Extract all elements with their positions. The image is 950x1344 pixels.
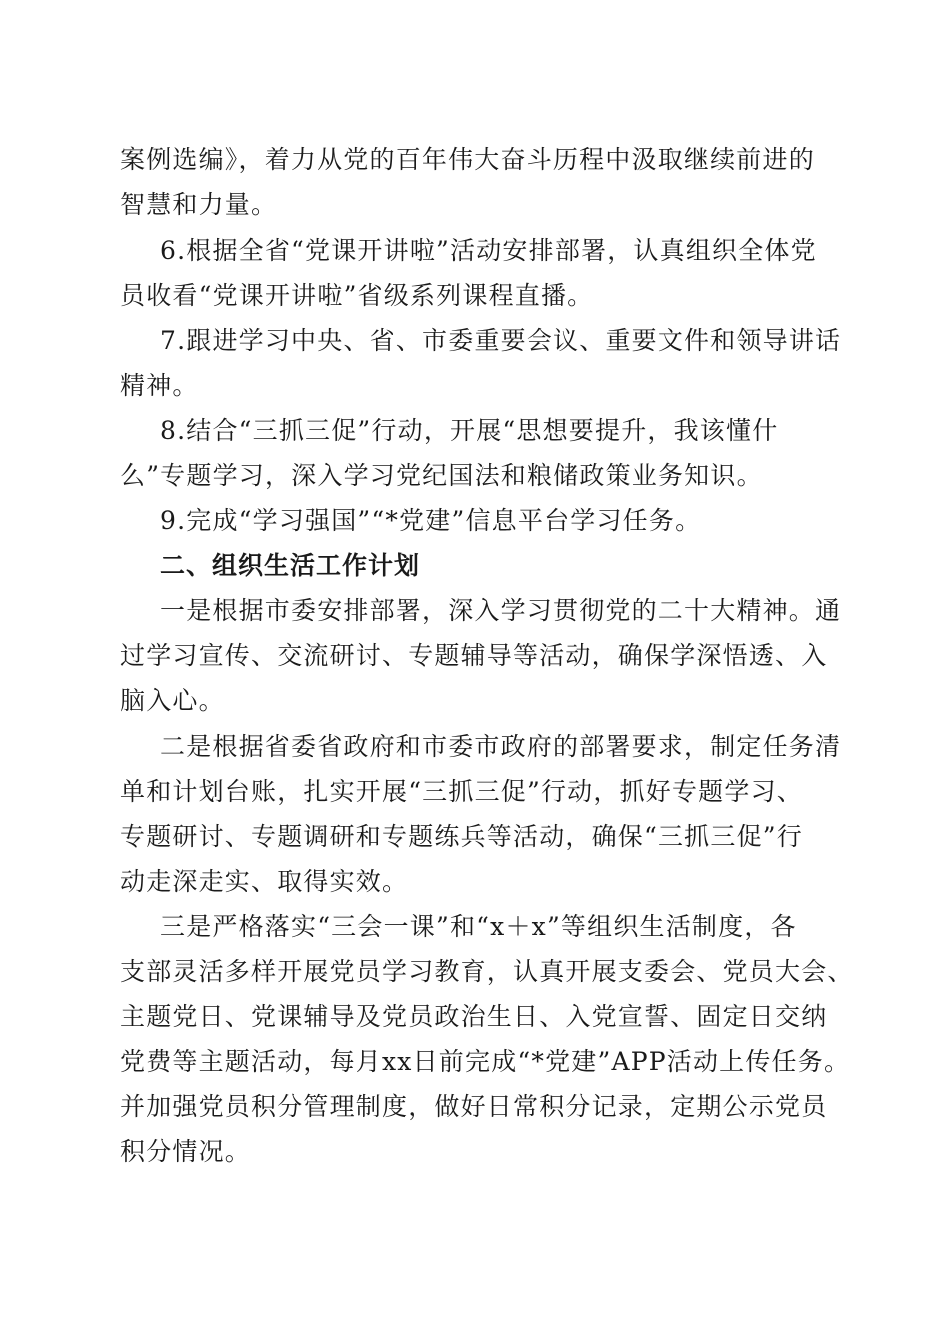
list-item-8-line-1: 8.结合“三抓三促”行动，开展“思想要提升，我该懂什 <box>160 416 779 445</box>
list-item-6-line-1: 6.根据全省“党课开讲啦”活动安排部署，认真组织全体党 <box>160 236 817 265</box>
list-item-6-line-2: 员收看“党课开讲啦”省级系列课程直播。 <box>120 281 594 310</box>
text-line: 智慧和力量。 <box>120 190 278 219</box>
paragraph-3-line-4: 党费等主题活动，每月xx日前完成“*党建”APP活动上传任务。 <box>120 1047 851 1076</box>
list-item-7-line-2: 精神。 <box>120 371 199 400</box>
text-line: 案例选编》，着力从党的百年伟大奋斗历程中汲取继续前进的 <box>120 145 815 174</box>
paragraph-3-line-6: 积分情况。 <box>120 1137 252 1166</box>
paragraph-3-line-5: 并加强党员积分管理制度，做好日常积分记录，定期公示党员 <box>120 1092 828 1121</box>
paragraph-1-line-3: 脑入心。 <box>120 686 225 715</box>
paragraph-1-line-1: 一是根据市委安排部署，深入学习贯彻党的二十大精神。通 <box>160 596 842 625</box>
section-heading: 二、组织生活工作计划 <box>160 551 421 580</box>
paragraph-3-line-2: 支部灵活多样开展党员学习教育，认真开展支委会、党员大会、 <box>120 957 854 986</box>
paragraph-2-line-3: 专题研讨、专题调研和专题练兵等活动，确保“三抓三促”行 <box>120 822 803 851</box>
paragraph-2-line-2: 单和计划台账，扎实开展“三抓三促”行动，抓好专题学习、 <box>120 777 803 806</box>
paragraph-2-line-4: 动走深走实、取得实效。 <box>120 867 409 896</box>
list-item-7-line-1: 7.跟进学习中央、省、市委重要会议、重要文件和领导讲话 <box>160 326 842 355</box>
list-item-8-line-2: 么”专题学习，深入学习党纪国法和粮储政策业务知识。 <box>120 461 763 490</box>
list-item-9-line-1: 9.完成“学习强国”“*党建”信息平台学习任务。 <box>160 506 702 535</box>
paragraph-1-line-2: 过学习宣传、交流研讨、专题辅导等活动，确保学深悟透、入 <box>120 641 828 670</box>
paragraph-2-line-1: 二是根据省委省政府和市委市政府的部署要求，制定任务清 <box>160 732 842 761</box>
paragraph-3-line-3: 主题党日、党课辅导及党员政治生日、入党宣誓、固定日交纳 <box>120 1002 828 1031</box>
paragraph-3-line-1: 三是严格落实“三会一课”和“x＋x”等组织生活制度，各 <box>160 912 797 941</box>
